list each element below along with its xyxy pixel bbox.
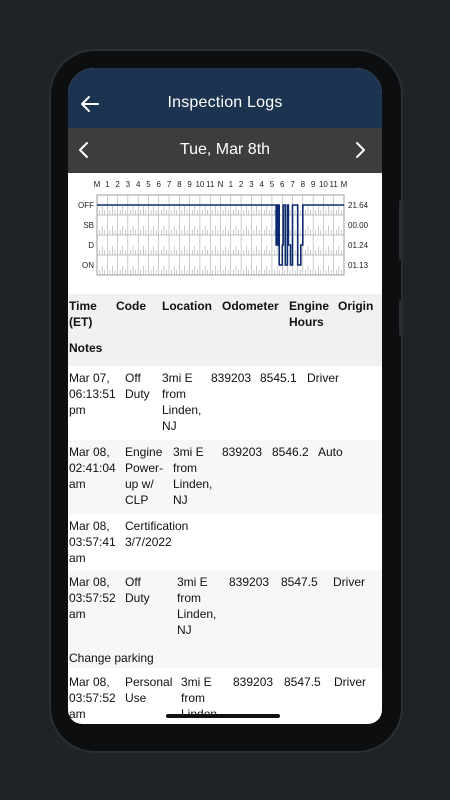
log-row[interactable] [68, 570, 382, 668]
home-indicator[interactable] [166, 714, 280, 718]
status-row-label: OFF [78, 201, 94, 210]
page-title: Inspection Logs [167, 94, 283, 111]
hour-label: 8 [300, 180, 306, 189]
hour-label: 7 [166, 180, 172, 189]
cell-origin: Auto [318, 445, 343, 459]
cell-location: 3mi E from Linden, NJ [177, 575, 217, 637]
hour-label: 4 [135, 180, 141, 189]
hour-label: 5 [146, 180, 151, 189]
cell-engine-hours: 8545.1 [260, 371, 297, 385]
hour-label: N [217, 180, 224, 189]
status-row-total: 01.13 [348, 261, 369, 270]
hour-label: M [93, 180, 101, 189]
cell-odometer: 839203 [211, 371, 252, 385]
header-notes: Notes [69, 341, 103, 355]
hour-label: 5 [269, 180, 275, 189]
hour-label: 6 [280, 180, 285, 189]
cell-code: Personal Use [125, 675, 173, 705]
hour-label: 4 [259, 180, 264, 189]
status-row-label: ON [82, 261, 94, 270]
date-navigation [68, 128, 382, 173]
header-time: Time (ET) [69, 299, 97, 329]
duty-status-grid [68, 173, 382, 278]
hour-label: 10 [318, 180, 328, 189]
hour-label: 7 [290, 180, 295, 189]
cell-location: 3mi E from Linden, NJ [173, 445, 213, 507]
cell-code: Certification 3/7/2022 [125, 519, 189, 549]
app-header [68, 68, 382, 128]
status-row-label: D [88, 241, 94, 250]
header-engine-hours: Engine Hours [289, 299, 330, 329]
header-origin: Origin [338, 299, 374, 313]
cell-origin: Driver [307, 371, 339, 385]
cell-engine-hours: 8546.2 [272, 445, 309, 459]
chevron-right-icon [350, 140, 370, 160]
cell-code: Engine Power-up w/ CLP [125, 445, 164, 507]
power-button [399, 300, 403, 336]
cell-odometer: 839203 [233, 675, 274, 689]
cell-note: Change parking [69, 651, 154, 665]
status-row-total: 01.24 [348, 241, 369, 250]
volume-button [399, 200, 403, 260]
cell-location: 3mi E from Linden, NJ [162, 371, 202, 433]
cell-code: Off Duty [125, 371, 150, 401]
hour-label: 9 [310, 180, 316, 189]
cell-origin: Driver [334, 675, 366, 689]
cell-time: Mar 08, 03:57:52 am [69, 575, 116, 621]
duty-status-graph [68, 173, 382, 278]
cell-origin: Driver [333, 575, 365, 589]
hour-label: 2 [115, 180, 120, 189]
hour-label: 3 [249, 180, 254, 189]
log-row[interactable] [68, 440, 382, 514]
hour-label: 2 [238, 180, 244, 189]
cell-time: Mar 08, 03:57:41 am [69, 519, 116, 565]
header-location: Location [162, 299, 212, 313]
hour-label: 11 [329, 180, 338, 189]
log-row[interactable] [68, 514, 382, 570]
status-row-total: 21.64 [348, 201, 369, 210]
cell-location: 3mi E from [181, 675, 212, 705]
current-date: Tue, Mar 8th [179, 141, 271, 158]
status-row-label: SB [83, 221, 94, 230]
cell-odometer: 839203 [222, 445, 263, 459]
table-header [68, 294, 382, 366]
cell-engine-hours: 8547.5 [284, 675, 321, 689]
hour-label: 1 [228, 180, 234, 189]
hour-label: M [340, 180, 348, 189]
cell-time: Mar 07, 06:13:51 pm [69, 371, 116, 417]
cell-engine-hours: 8547.5 [281, 575, 318, 589]
hour-label: 6 [156, 180, 161, 189]
header-odometer: Odometer [222, 299, 279, 313]
hour-label: 3 [125, 180, 131, 189]
status-row-total: 00.00 [348, 221, 369, 230]
cell-odometer: 839203 [229, 575, 270, 589]
cell-time: Mar 08, 02:41:04 am [69, 445, 116, 491]
hour-label: 1 [105, 180, 110, 189]
log-row[interactable] [68, 366, 382, 440]
header-code: Code [116, 299, 146, 313]
app-screen [68, 68, 382, 724]
hour-label: 9 [187, 180, 192, 189]
hour-label: 11 [206, 180, 215, 189]
next-day-button[interactable] [350, 140, 370, 160]
cell-time: Mar 08, 03:57:52 am [69, 675, 116, 721]
hour-label: 10 [195, 180, 205, 189]
hour-label: 8 [177, 180, 182, 189]
cell-code: Off Duty [125, 575, 150, 605]
